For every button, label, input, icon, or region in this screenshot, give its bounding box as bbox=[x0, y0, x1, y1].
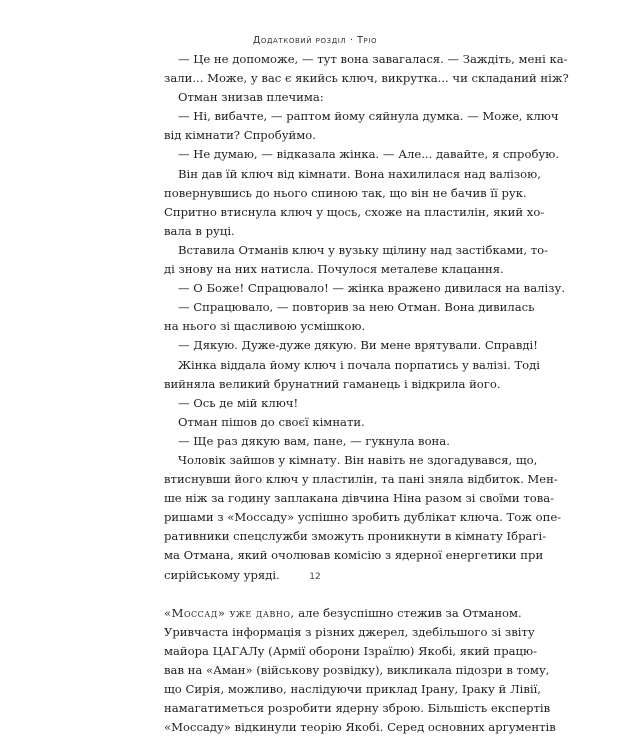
text-line: ше ніж за годину заплакана дівчина Ніна разом зі своїми това- bbox=[164, 491, 555, 506]
text-line: ративники спецслужби зможуть проникнути в кімнату Ібрагі- bbox=[164, 529, 547, 544]
section-lead-rest: але безуспішно стежив за Отманом. bbox=[294, 605, 522, 620]
text-line: зали... Може, у вас є якийсь ключ, викрутка... чи складаний ніж? bbox=[164, 71, 569, 86]
text-line: ма Отмана, який очолював комісію з ядерної енергетики при bbox=[164, 548, 544, 563]
section-lines bbox=[164, 623, 556, 737]
text-line: — Це не допоможе, — тут вона завагалася. — Заждіть, мені ка- bbox=[178, 52, 568, 66]
scene-text bbox=[164, 50, 569, 585]
text-line: — Ні, вибачте, — раптом йому сяйнула думка. — Може, ключ bbox=[178, 109, 559, 124]
text-line: Спритно втиснула ключ у щось, схоже на пластилін, який хо- bbox=[164, 204, 545, 219]
text-line: — Ще раз дякую вам, пане, — гукнула вона. bbox=[178, 433, 450, 448]
text-line: ді знову на них натисла. Почулося металеве клацання. bbox=[164, 262, 504, 277]
section-lead-line bbox=[164, 604, 522, 623]
running-head: Додатковий розділ · Тріо bbox=[252, 35, 378, 46]
text-line: «Моссаду» відкинули теорію Якобі. Серед основних аргументів bbox=[164, 720, 556, 735]
text-line: Жінка віддала йому ключ і почала порпатись у валізі. Тоді bbox=[178, 357, 540, 372]
text-line: вав на «Аман» (військову розвідку), викликала підозри в тому, bbox=[164, 663, 550, 677]
text-line: повернувшись до нього спиною так, що він не бачив її рук. bbox=[164, 185, 527, 200]
text-line: що Сирія, можливо, наслідуючи приклад Ірану, Іраку й Лівії, bbox=[164, 682, 541, 697]
section-text bbox=[164, 604, 556, 737]
text-line: майора ЦАГАЛу (Армії оборони Ізраїлю) Якобі, який працю- bbox=[164, 643, 537, 658]
text-line: ришами з «Моссаду» успішно зробить дублікат ключа. Тож опе- bbox=[164, 510, 562, 525]
text-line: — Дякую. Дуже-дуже дякую. Ви мене врятували. Справді! bbox=[178, 338, 538, 353]
text-line: на нього зі щасливою усмішкою. bbox=[164, 319, 366, 334]
text-line: — Не думаю, — відказала жінка. — Але... давайте, я спробую. bbox=[178, 147, 560, 162]
text-line: Він дав їй ключ від кімнати. Вона нахилилася над валізою, bbox=[178, 166, 541, 181]
text-line: намагатиметься розробити ядерну зброю. Більшість експертів bbox=[164, 701, 551, 716]
text-line: Уривчаста інформація з різних джерел, здебільшого зі звіту bbox=[164, 624, 535, 639]
text-line: сирійському уряді. bbox=[164, 567, 280, 582]
text-line: — Ось де мій ключ! bbox=[178, 395, 299, 410]
section-break bbox=[164, 585, 480, 604]
body-text bbox=[164, 50, 569, 737]
text-line: Вставила Отманів ключ у вузьку щілину над застібками, то- bbox=[178, 242, 549, 257]
text-line: Чоловік зайшов у кімнату. Він навіть не здогадувався, що, bbox=[178, 452, 538, 467]
text-line: Отман пішов до своєї кімнати. bbox=[178, 414, 365, 429]
text-line: — О Боже! Спрацювало! — жінка вражено дивилася на валізу. bbox=[178, 281, 566, 296]
text-line: втиснувши його ключ у пластилін, та пані зняла відбиток. Мен- bbox=[164, 472, 558, 487]
text-line: від кімнати? Спробуймо. bbox=[164, 128, 316, 143]
text-line: вийняла великий брунатний гаманець і відкрила його. bbox=[164, 376, 501, 391]
text-line: Отман знизав плечима: bbox=[178, 90, 324, 105]
page-number: 12 bbox=[309, 572, 321, 582]
text-line: вала в руці. bbox=[164, 223, 235, 238]
text-line: — Спрацювало, — повторив за нею Отман. Вона дивилась bbox=[178, 300, 535, 315]
section-lead-smallcaps: «Моссад» уже давно, bbox=[164, 605, 295, 620]
